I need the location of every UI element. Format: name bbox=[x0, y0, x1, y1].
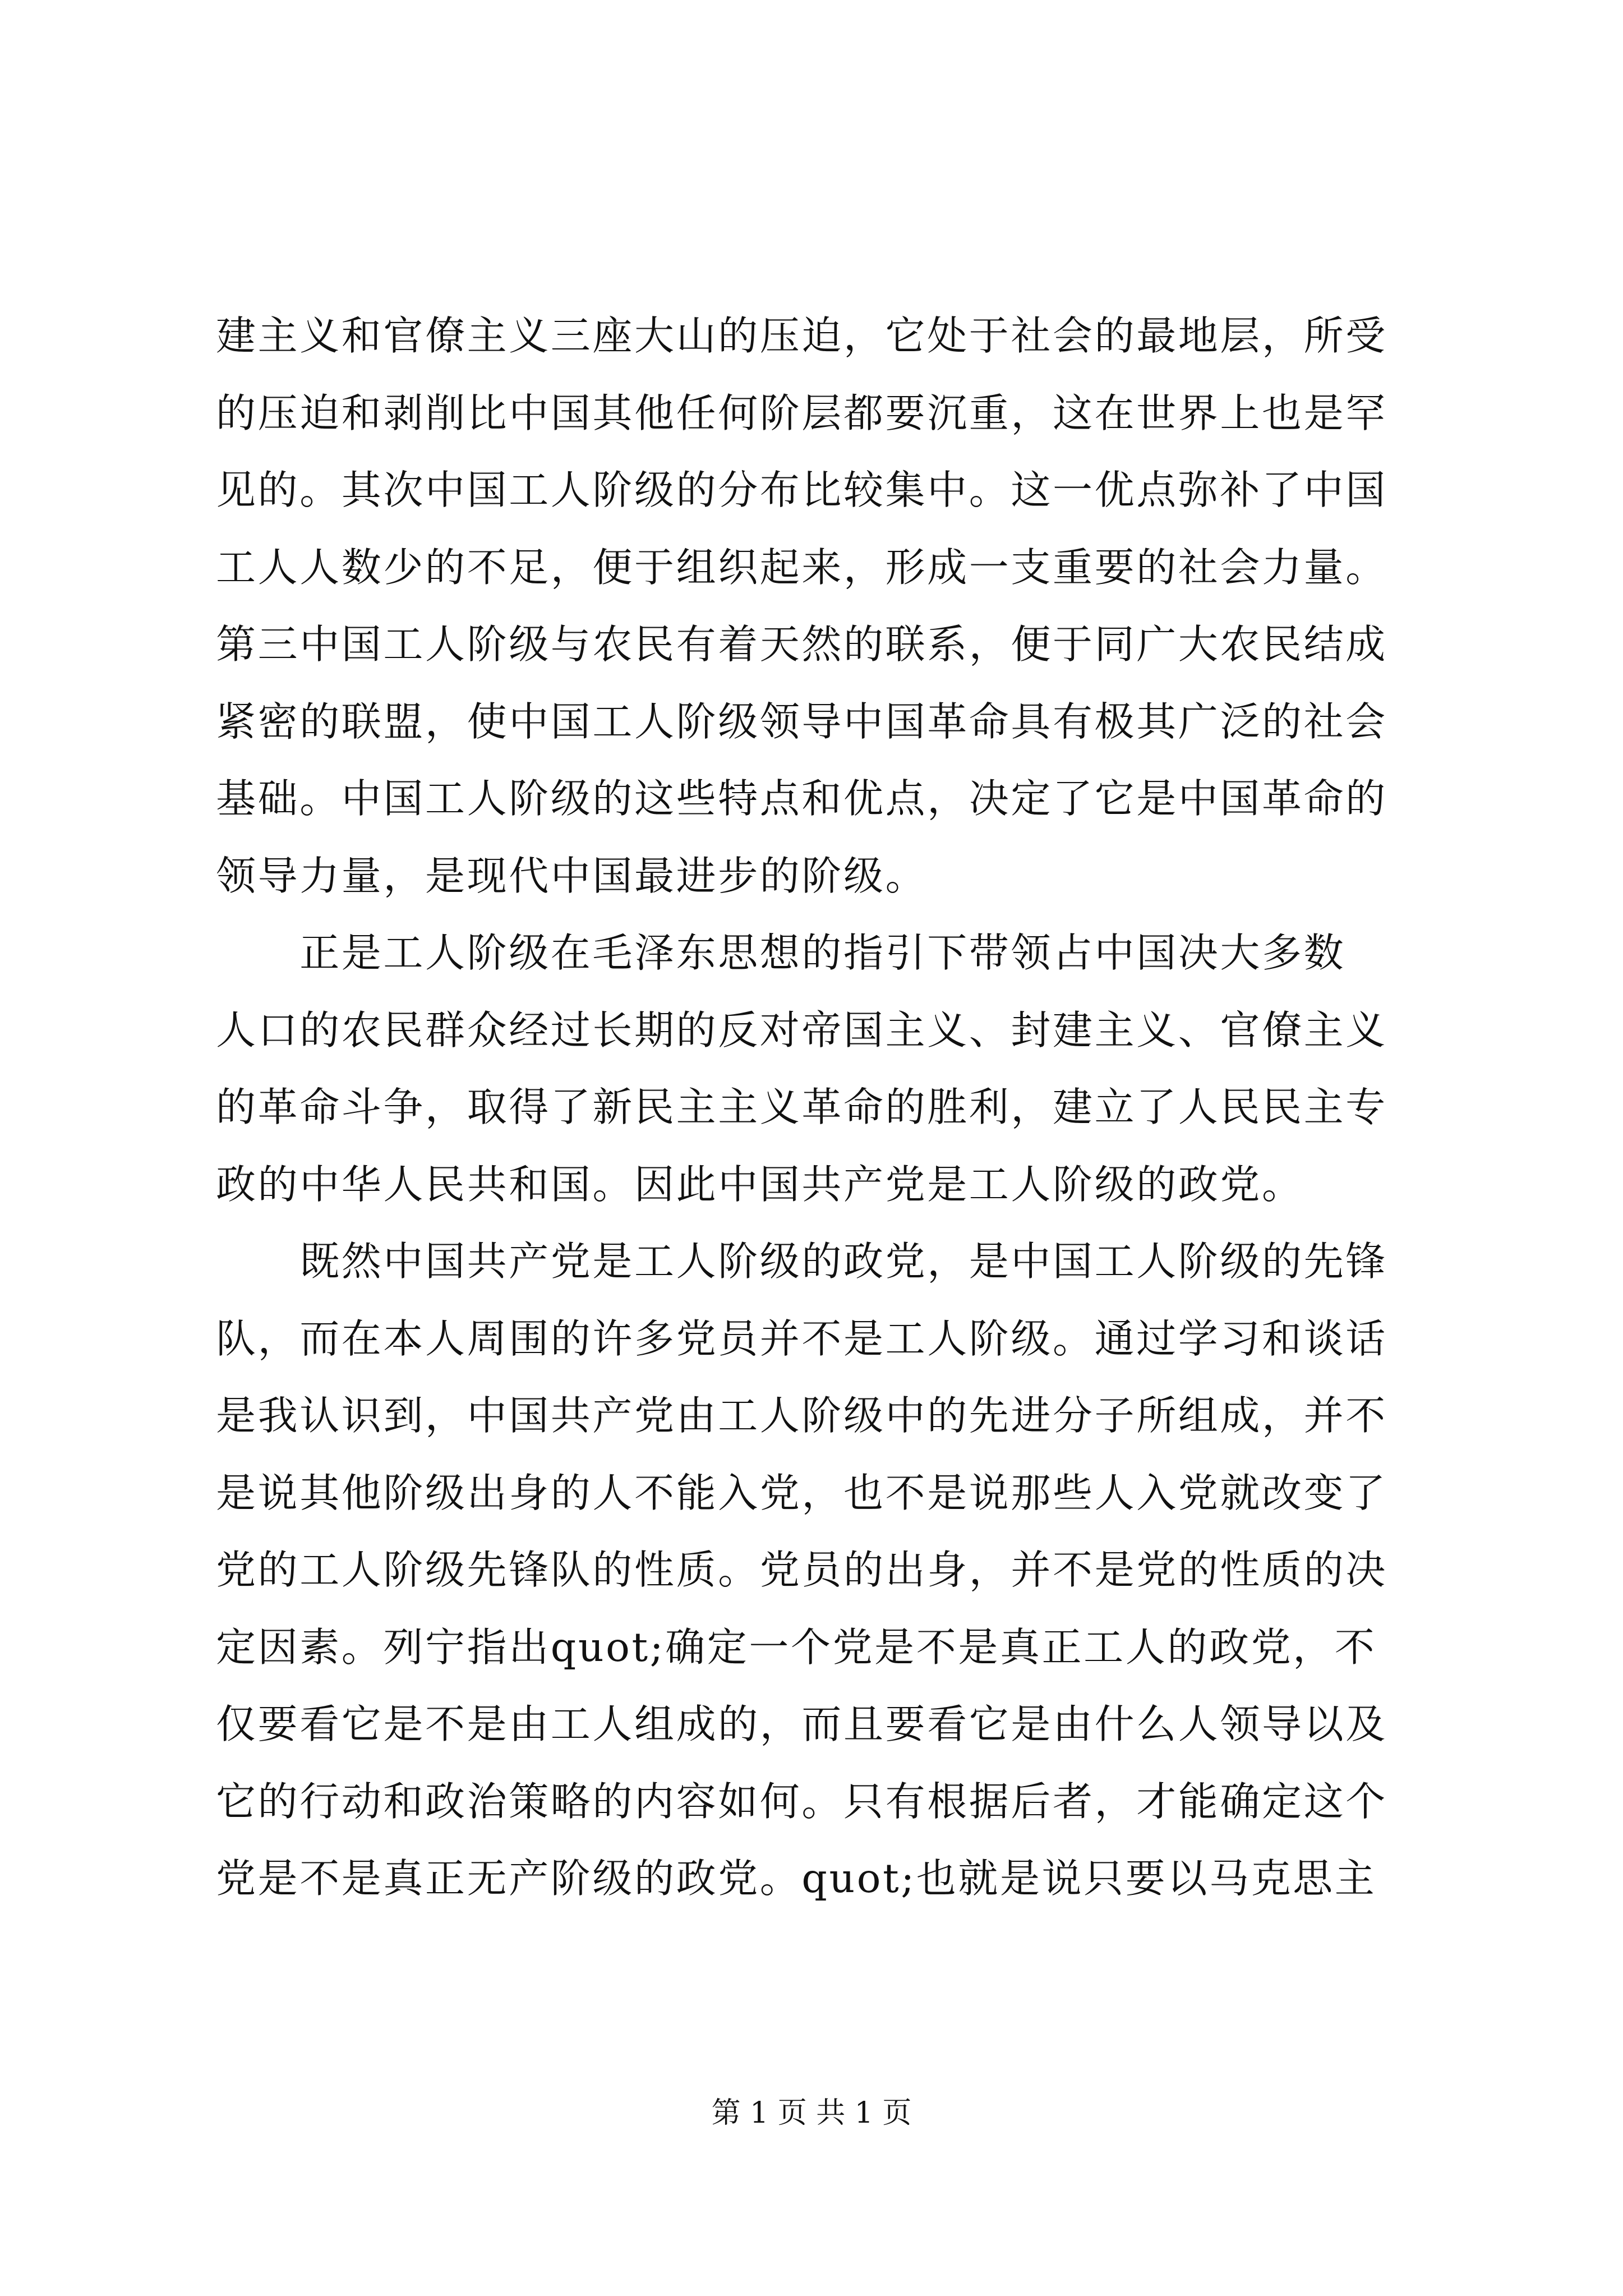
text-line: 仅要看它是不是由工人组成的，而且要看它是由什么人领导以及 bbox=[216, 1701, 1387, 1747]
text-line: 定因素。列宁指出quot;确定一个党是不是真正工人的政党，不 bbox=[216, 1623, 1377, 1671]
text-line: 是说其他阶级出身的人不能入党，也不是说那些人入党就改变了 bbox=[216, 1469, 1387, 1516]
text-line: 基础。中国工人阶级的这些特点和优点，决定了它是中国革命的 bbox=[216, 775, 1387, 822]
text-line: 党是不是真正无产阶级的政党。quot;也就是说只要以马克思主 bbox=[216, 1855, 1377, 1902]
text-line: 第三中国工人阶级与农民有着天然的联系，便于同广大农民结成 bbox=[216, 621, 1387, 668]
body-text bbox=[216, 297, 1416, 1917]
text-line: 人口的农民群众经过长期的反对帝国主义、封建主义、官僚主义 bbox=[216, 1006, 1387, 1053]
text-line: 它的行动和政治策略的内容如何。只有根据后者，才能确定这个 bbox=[216, 1778, 1387, 1825]
text-line: 是我认识到，中国共产党由工人阶级中的先进分子所组成，并不 bbox=[216, 1392, 1387, 1439]
text-line: 队，而在本人周围的许多党员并不是工人阶级。通过学习和谈话 bbox=[216, 1315, 1387, 1362]
text-line: 正是工人阶级在毛泽东思想的指引下带领占中国决大多数 bbox=[216, 930, 1346, 976]
text-line: 见的。其次中国工人阶级的分布比较集中。这一优点弥补了中国 bbox=[216, 467, 1387, 513]
text-line: 领导力量，是现代中国最进步的阶级。 bbox=[216, 852, 928, 899]
text-line: 紧密的联盟，使中国工人阶级领导中国革命具有极其广泛的社会 bbox=[216, 698, 1387, 745]
page-number-footer: 第 1 页 共 1 页 bbox=[711, 2096, 912, 2130]
text-line: 建主义和官僚主义三座大山的压迫，它处于社会的最地层，所受 bbox=[216, 312, 1387, 359]
text-line: 党的工人阶级先锋队的性质。党员的出身，并不是党的性质的决 bbox=[216, 1547, 1387, 1593]
text-line: 的革命斗争，取得了新民主主义革命的胜利，建立了人民民主专 bbox=[216, 1084, 1387, 1130]
text-line: 的压迫和剥削比中国其他任何阶层都要沉重，这在世界上也是罕 bbox=[216, 389, 1387, 436]
text-line: 工人人数少的不足，便于组织起来，形成一支重要的社会力量。 bbox=[216, 544, 1387, 591]
text-line: 既然中国共产党是工人阶级的政党，是中国工人阶级的先锋 bbox=[216, 1238, 1387, 1285]
text-line: 政的中华人民共和国。因此中国共产党是工人阶级的政党。 bbox=[216, 1161, 1304, 1208]
